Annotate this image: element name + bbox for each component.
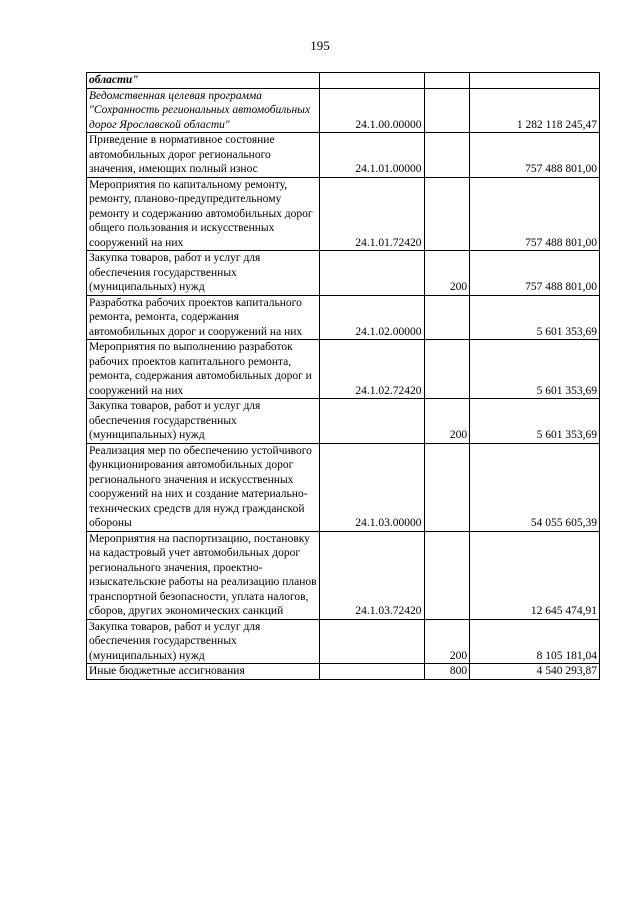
row-type-cell [424,73,470,89]
row-type-cell [424,133,470,178]
table-row [87,399,600,444]
table-row [87,88,600,133]
row-amount-cell: 4 540 293,87 [470,664,600,680]
row-name-cell: Реализация мер по обеспечению устойчивого функционирования автомобильных дорог регионального значения и искусственных сооружений на них и создание материально-технических средств для нужд гражданской обороны [87,443,320,531]
row-name-cell: Закупка товаров, работ и услуг для обеспечения государственных (муниципальных) нужд [87,399,320,444]
row-code-cell [320,399,424,444]
row-code-cell: 24.1.01.72420 [320,177,424,251]
row-amount-cell: 757 488 801,00 [470,133,600,178]
budget-table-body [87,73,600,680]
row-type-cell: 200 [424,399,470,444]
row-code-cell [320,73,424,89]
row-type-cell: 200 [424,619,470,664]
row-amount-cell: 757 488 801,00 [470,177,600,251]
row-name-cell: Мероприятия по выполнению разработок рабочих проектов капитального ремонта, ремонта, содержания автомобильных дорог и сооружений на них [87,340,320,399]
row-amount-cell: 5 601 353,69 [470,295,600,340]
row-amount-cell: 1 282 118 245,47 [470,88,600,133]
row-code-cell [320,664,424,680]
table-row [87,443,600,531]
row-type-cell [424,443,470,531]
table-row [87,664,600,680]
row-type-cell [424,340,470,399]
table-row [87,133,600,178]
row-code-cell: 24.1.03.00000 [320,443,424,531]
row-code-cell: 24.1.02.00000 [320,295,424,340]
row-type-cell [424,177,470,251]
row-name-cell: Закупка товаров, работ и услуг для обеспечения государственных (муниципальных) нужд [87,251,320,296]
page-number: 195 [310,38,330,53]
row-name-cell: Мероприятия по капитальному ремонту, ремонту, планово-предупредительному ремонту и содержанию автомобильных дорог общего пользования и искусственных сооружений на них [87,177,320,251]
row-name-cell: Приведение в нормативное состояние автомобильных дорог регионального значения, имеющих полный износ [87,133,320,178]
row-amount-cell: 54 055 605,39 [470,443,600,531]
table-row [87,251,600,296]
row-type-cell: 800 [424,664,470,680]
row-name-cell: Иные бюджетные ассигнования [87,664,320,680]
row-amount-cell: 8 105 181,04 [470,619,600,664]
row-name-cell: Закупка товаров, работ и услуг для обеспечения государственных (муниципальных) нужд [87,619,320,664]
row-code-cell: 24.1.03.72420 [320,531,424,619]
budget-table [86,72,600,680]
row-name-cell: Мероприятия на паспортизацию, постановку на кадастровый учет автомобильных дорог регионального значения, проектно-изыскательские работы на реализацию планов транспортной безопасности, уплата налогов, сборов, других экономических санкций [87,531,320,619]
table-row [87,73,600,89]
table-row [87,619,600,664]
row-code-cell [320,619,424,664]
row-amount-cell [470,73,600,89]
row-amount-cell: 757 488 801,00 [470,251,600,296]
row-name-cell: Ведомственная целевая программа "Сохранность региональных автомобильных дорог Ярославской области" [87,88,320,133]
row-name-cell: области" [87,73,320,89]
table-row [87,295,600,340]
row-type-cell [424,88,470,133]
row-code-cell: 24.1.01.00000 [320,133,424,178]
row-type-cell: 200 [424,251,470,296]
row-amount-cell: 12 645 474,91 [470,531,600,619]
row-amount-cell: 5 601 353,69 [470,340,600,399]
row-type-cell [424,531,470,619]
row-code-cell: 24.1.00.00000 [320,88,424,133]
row-type-cell [424,295,470,340]
table-row [87,531,600,619]
table-row [87,177,600,251]
row-amount-cell: 5 601 353,69 [470,399,600,444]
table-row [87,340,600,399]
row-name-cell: Разработка рабочих проектов капитального ремонта, ремонта, содержания автомобильных дорог и сооружений на них [87,295,320,340]
row-code-cell [320,251,424,296]
row-code-cell: 24.1.02.72420 [320,340,424,399]
